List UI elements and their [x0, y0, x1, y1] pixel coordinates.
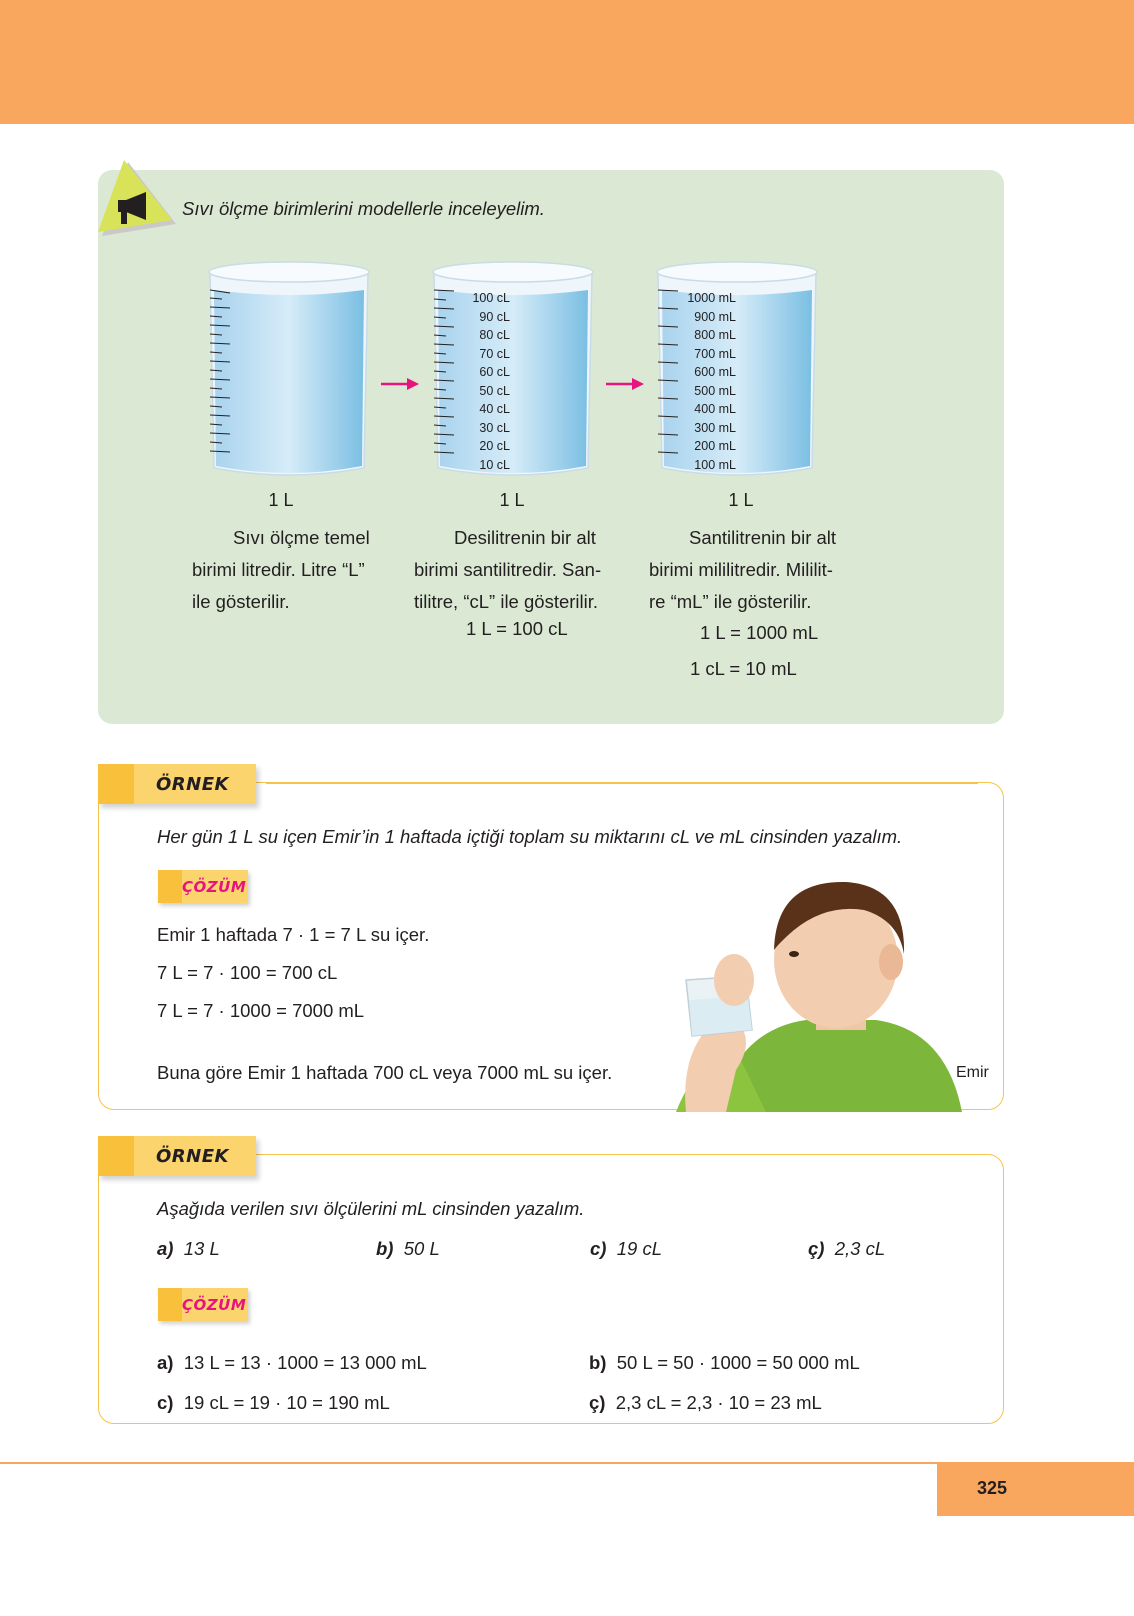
beaker-1-l [204, 260, 374, 482]
answer-cedilla [589, 1392, 822, 1414]
tick-label: 10 cL [479, 457, 510, 472]
desc-line: re “mL” ile gösterilir. [649, 591, 812, 612]
tick-label: 20 cL [479, 439, 510, 453]
equation-l-ml: 1 L = 1000 mL [700, 622, 819, 643]
example-2-tab [98, 1136, 256, 1176]
centilitre-description [414, 522, 601, 618]
item-a [157, 1238, 220, 1260]
beaker-cl [428, 260, 598, 482]
tick-label: 60 cL [479, 365, 510, 379]
litre-description [192, 522, 370, 618]
answer-key: ç) [589, 1392, 606, 1413]
tick-label: 100 cL [472, 291, 510, 305]
example-1-solution-tab [158, 870, 248, 903]
desc-line: Desilitrenin bir alt [454, 527, 596, 548]
millilitre-description [649, 522, 836, 618]
desc-line: Santilitrenin bir alt [689, 527, 837, 548]
beaker-3-label: 1 L [728, 490, 754, 510]
item-value: 19 cL [616, 1238, 662, 1259]
desc-line: tilitre, “cL” ile gösterilir. [414, 591, 599, 612]
answer-key: b) [589, 1352, 607, 1373]
solution-tab-label: ÇÖZÜM [182, 1296, 247, 1314]
tab-stripe [98, 1136, 134, 1176]
item-value: 13 L [183, 1238, 220, 1259]
solution-conclusion: Buna göre Emir 1 haftada 700 cL veya 7000 mL su içer. [157, 1062, 613, 1083]
boy-drinking-image [676, 880, 962, 1112]
tick-label: 1000 mL [687, 291, 736, 305]
equation-cl-ml: 1 cL = 10 mL [690, 658, 797, 679]
tick-label: 700 mL [694, 346, 736, 361]
example-1-tab [98, 764, 256, 804]
item-key: a) [157, 1238, 174, 1259]
tick-label: 90 cL [479, 309, 510, 324]
item-cedilla [808, 1238, 885, 1260]
item-value: 50 L [403, 1238, 440, 1259]
beaker-ml-ticks [676, 289, 736, 474]
desc-line: birimi santilitredir. San- [414, 559, 602, 580]
page-number: 325 [976, 1478, 1008, 1498]
beaker-1-label: 1 L [268, 490, 294, 510]
tick-label: 70 cL [479, 346, 510, 361]
header-band [0, 0, 1134, 124]
solution-line: 7 L = 7 · 1000 = 7000 mL [157, 1000, 365, 1021]
tick-label: 900 mL [694, 309, 736, 324]
solution-tab-label: ÇÖZÜM [182, 878, 247, 896]
tick-label: 600 mL [694, 365, 736, 379]
beaker-2-label: 1 L [499, 490, 525, 510]
equation-l-cl: 1 L = 100 cL [466, 618, 568, 639]
answer-b [589, 1352, 860, 1374]
arrow-right-icon [381, 377, 419, 391]
answer-key: a) [157, 1352, 174, 1373]
desc-line: ile gösterilir. [192, 591, 290, 612]
desc-line: birimi mililitredir. Mililit- [649, 559, 833, 580]
megaphone-icon [98, 160, 178, 240]
tick-label: 500 mL [694, 383, 736, 398]
tick-label: 200 mL [694, 439, 736, 453]
item-value: 2,3 cL [834, 1238, 886, 1259]
item-b [376, 1238, 440, 1260]
beaker-cl-ticks [458, 289, 510, 474]
boy-label: Emir [956, 1064, 989, 1081]
solution-line: Emir 1 haftada 7 · 1 = 7 L su içer. [157, 924, 430, 945]
tick-label: 50 cL [479, 383, 510, 398]
answer-value: 50 L = 50 · 1000 = 50 000 mL [616, 1352, 860, 1373]
item-c [590, 1238, 662, 1260]
tick-label: 800 mL [694, 328, 736, 342]
example-2-question: Aşağıda verilen sıvı ölçülerini mL cinsinden yazalım. [157, 1198, 585, 1219]
answer-key: c) [157, 1392, 174, 1413]
example-2-tab-label: ÖRNEK [156, 1146, 229, 1167]
item-key: b) [376, 1238, 394, 1259]
answer-value: 13 L = 13 · 1000 = 13 000 mL [183, 1352, 427, 1373]
answer-value: 2,3 cL = 2,3 · 10 = 23 mL [615, 1392, 822, 1413]
answer-a [157, 1352, 427, 1374]
tab-stripe [158, 1288, 182, 1321]
answer-value: 19 cL = 19 · 10 = 190 mL [183, 1392, 390, 1413]
tick-label: 400 mL [694, 402, 736, 416]
example-1-question: Her gün 1 L su içen Emir’in 1 haftada içtiği toplam su miktarını cL ve mL cinsinden yazalım. [157, 826, 903, 847]
tick-label: 100 mL [694, 457, 736, 472]
tab-stripe [98, 764, 134, 804]
tick-label: 40 cL [479, 402, 510, 416]
tick-label: 300 mL [694, 420, 736, 435]
solution-line: 7 L = 7 · 100 = 700 cL [157, 962, 338, 983]
tab-stripe [158, 870, 182, 903]
arrow-right-icon [606, 377, 644, 391]
example-1-rule [266, 782, 978, 784]
intro-text: Sıvı ölçme birimlerini modellerle inceleyelim. [182, 198, 545, 219]
desc-line: birimi litredir. Litre “L” [192, 559, 365, 580]
example-1-tab-label: ÖRNEK [156, 774, 229, 795]
item-key: ç) [808, 1238, 825, 1259]
tick-label: 80 cL [479, 328, 510, 342]
desc-line: Sıvı ölçme temel [233, 527, 370, 548]
example-2-solution-tab [158, 1288, 248, 1321]
item-key: c) [590, 1238, 607, 1259]
tick-label: 30 cL [479, 420, 510, 435]
answer-c [157, 1392, 390, 1414]
